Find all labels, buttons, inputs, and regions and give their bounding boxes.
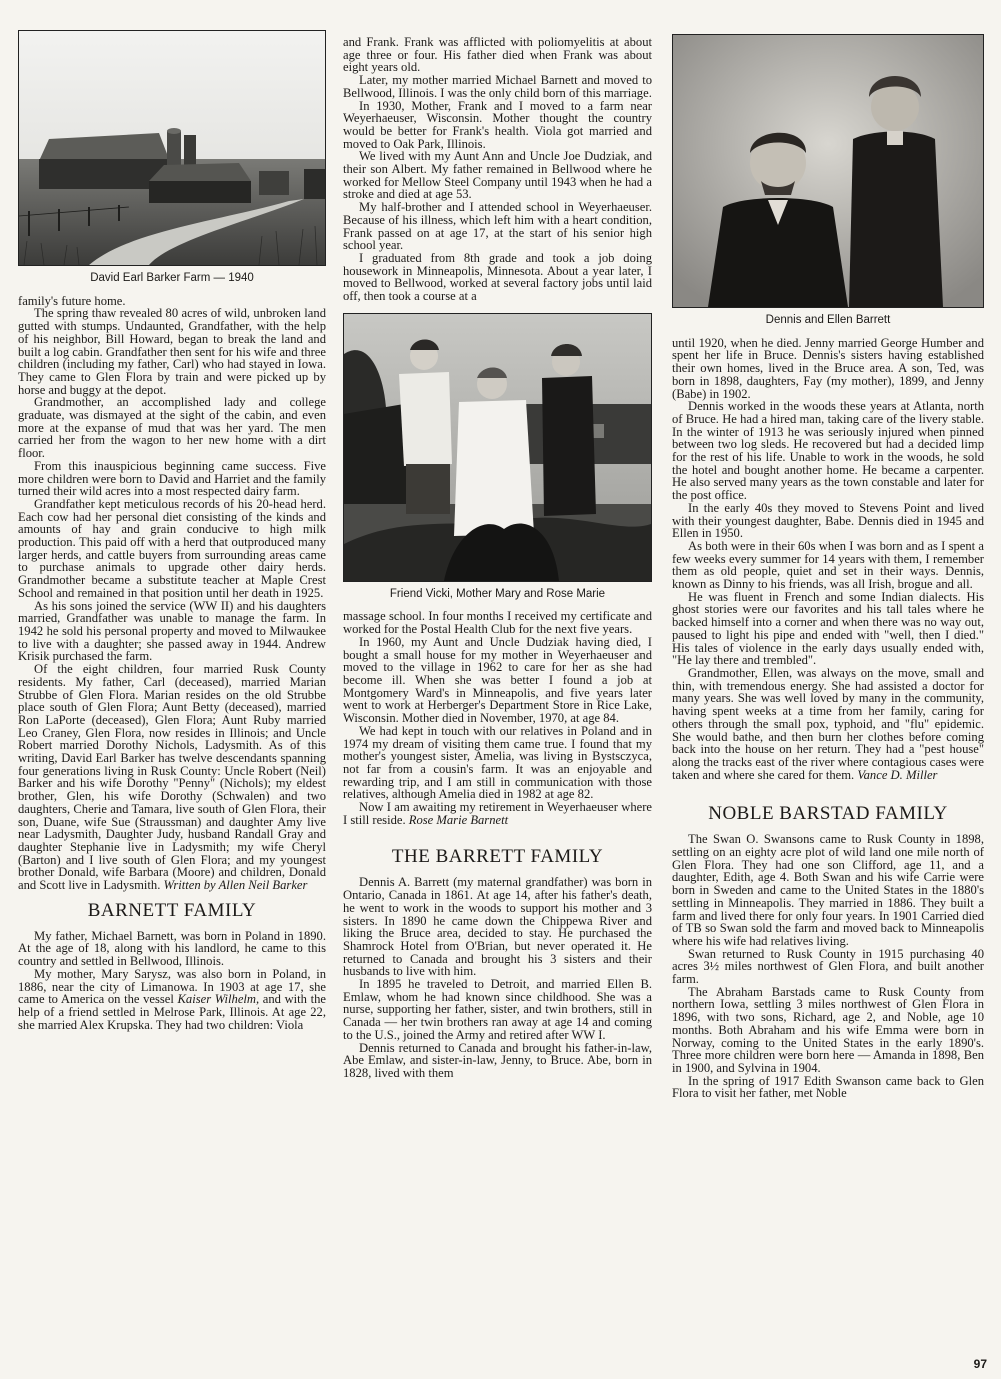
byline: Vance D. Miller [857, 767, 938, 782]
section-heading-barrett: THE BARRETT FAMILY [391, 846, 604, 868]
paragraph [672, 667, 984, 781]
paragraph-text: Of the eight children, four married Rusk County residents. My father, Carl (deceased), married Marian Strubbe of Glen Flora. Marian resides on the old Strubbe place south of Glen Flora; Aunt Betty (deceased), married Ron LaPorte (deceased), Glen Flora; Aunt Ruby married Leo Craney, Glen Flora, now resides in Illinois; and Uncle Robert married Dorothy Nichols, Ladysmith. As of this writing, David Earl Barker has twelve descendants spanning four generations living in Rusk County: Uncle Robert (Neil) Barker and his wife Dorothy "Penny" (Nichols); my eldest brother, Glen, his wife Dorothy (Schwalen) and two daughters, Cherie and Tamara, live south of Glen Flora, their son, Duane, wife Sue (Straussman) and daughter Amy live near Ladysmith, Daughter Judy, husband Randall Gray and daughter Stephanie live in Ladysmith; my wife Cheryl (Barton) and I live south of Glen Flora; and my youngest brother Donald, wife Barbara (Moore) and children, Donald and Scott live in Ladysmith. [18, 662, 326, 893]
friends-photo [343, 313, 652, 582]
paragraph: Grandfather kept meticulous records of his 20-head herd. Each cow had her personal diet consisting of the kinds and amounts of hay and grain conducive to high milk production. This paid off with a herd that outproduced many larger herds, and cattle buyers from surrounding areas came to purchase animals to upgrade other dairy herds. Grandmother became a substitute teacher at Maple Crest School and remained in that position until her death in 1925. [18, 496, 326, 600]
paragraph: In 1930, Mother, Frank and I moved to a farm near Weyerhaeuser, Wisconsin. Mother thought the country would be better for Frank's health. Viola got married and moved to Oak Park, Illinois. [343, 98, 652, 151]
paragraph: until 1920, when he died. Jenny married George Humber and spent her life in Bruce. Dennis's sisters having established their own homes, lived in the Bruce area. A son, Ted, was born in 1898, daughters, Fay (my mother), 1899, and Jenny (Babe) in 1902. [672, 335, 984, 401]
paragraph: As both were in their 60s when I was born and as I spent a few weeks every summer for 14 years with them, I remember them as old people, quiet and set in their ways. Dennis, known as Dinny to his friends, was all Irish, brogue and all. [672, 538, 984, 592]
paragraph: In the early 40s they moved to Stevens Point and lived with their youngest daughter, Babe. Dennis died in 1945 and Ellen in 1950. [672, 500, 984, 541]
column-2 [343, 36, 652, 1080]
paragraph: In 1895 he traveled to Detroit, and married Ellen B. Emlaw, whom he had known since childhood. She was a nurse, supporting her father, sister, and twin brothers, still in Canada — her twin brothers ran away at age 14 and coming to the U.S., joined the Army and retired after WW I. [343, 977, 652, 1042]
paragraph: We had kept in touch with our relatives in Poland and in 1974 my dream of visiting them came true. I found that my mother's youngest sister, Amelia, was living in Bystsczyca, not far from a cousin's farm. It was an enjoyable and rewarding trip, and I am still in communication with those relatives, although Amelia died in 1982 at age 82. [343, 723, 652, 802]
paragraph: He was fluent in French and some Indian dialects. His ghost stories were our favorites and his tall tales where he backed himself into a corner and when there was no way out, paused to light his pipe and ended with "well, then I died." His tales of violence in the early days usually ended with, "He lay there and trembled". [672, 589, 984, 668]
paragraph: My father, Michael Barnett, was born in Poland in 1890. At the age of 18, along with his landlord, he came to this country and settled in Bellwood, Illinois. [18, 928, 326, 969]
paragraph-text: Now I am awaiting my retirement in Weyerhaeuser where I still reside. [343, 800, 652, 827]
paragraph-text: and with the help of a friend settled in Melrose Park, Illinois. At age 22, she married Alex Krupska. They had two children: Viola [18, 992, 326, 1032]
paragraph-text: My mother, Mary Sarysz, was also born in Poland, in 1886, near the city of Limanowa. In 1903 at age 17, she came to America on the vessel [18, 966, 326, 1007]
paragraph [343, 801, 652, 826]
paragraph: In 1960, my Aunt and Uncle Dudziak having died, I bought a small house for my mother in Weyerhaeuser and moved to the village in 1962 to care for her as she had become ill. When she was better I found a job at Montgomery Ward's in Minneapolis, and five years later went to work at Herberger's Department Store in Rice Lake, Wisconsin. Mother died in November, 1970, at age 84. [343, 634, 652, 726]
paragraph: family's future home. [18, 293, 126, 308]
paragraph: My half-brother and I attended school in Weyerhaeuser. Because of his illness, which left him with a heart condition, Frank passed on at age 17, at the start of his senior high school year. [343, 200, 652, 253]
section-heading-barnett: BARNETT FAMILY [87, 899, 257, 921]
farm-photo [18, 30, 326, 266]
ship-name: Kaiser Wilhelm, [177, 992, 260, 1007]
paragraph: Swan returned to Rusk County in 1915 purchasing 40 acres 3½ miles northwest of Glen Flora, and built another farm. [672, 946, 984, 987]
paragraph: Dennis returned to Canada and brought his father-in-law, Abe Emlaw, and sister-in-law, Jenny, to Bruce. Abe, born in 1828, lived with them [343, 1040, 652, 1080]
paragraph: and Frank. Frank was afflicted with poliomyelitis at about age three or four. His father died when Frank was about eight years old. [343, 35, 652, 75]
section-heading-barstad: NOBLE BARSTAD FAMILY [708, 803, 948, 825]
paragraph: I graduated from 8th grade and took a job doing housework in Minneapolis, Minnesota. About a year later, I moved to Bellwood, worked at several factory jobs until laid off, then took a course at a [343, 250, 652, 304]
paragraph: In the spring of 1917 Edith Swanson came back to Glen Flora to visit her father, met Noble [672, 1073, 984, 1101]
column-1 [18, 30, 326, 1031]
page-number: 97 [973, 1357, 987, 1371]
farm-photo-caption: David Earl Barker Farm — 1940 [90, 272, 254, 284]
paragraph: We lived with my Aunt Ann and Uncle Joe Dudziak, and their son Albert. My father remained in Bellwood where he worked for Mellow Steel Company until 1943 when he had a stroke and died at age 53. [343, 149, 652, 202]
paragraph: Dennis worked in the woods these years at Atlanta, north of Bruce. He had a hired man, taking care of the livery stable. In the winter of 1913 he was seriously injured when pinned between two log sleds. He recovered but had a decided limp for the rest of his life. Unable to work in the woods, he sold the hotel and bought another home. He became a carpenter. He also served many years as the town constable and later for the post office. [672, 399, 984, 503]
paragraph: Later, my mother married Michael Barnett and moved to Bellwood, Illinois. I was the only child born of this marriage. [343, 73, 652, 100]
friends-photo-caption: Friend Vicki, Mother Mary and Rose Marie [389, 587, 606, 600]
barretts-photo-image [673, 35, 983, 307]
paragraph: Dennis A. Barrett (my maternal grandfather) was born in Ontario, Canada in 1861. At age 14, after his father's death, he went to work in the woods to support his mother and 3 sisters. In 1890 he came down the Chippewa River and liking the Bruce area, decided to stay. He purchased the Shamrock Hotel from O'Brian, but never operated it. He returned to Canada and brought his 3 sisters and their husbands to live with him. [343, 875, 652, 979]
byline: Written by Allen Neil Barker [163, 878, 308, 893]
paragraph: The Abraham Barstads came to Rusk County from northern Iowa, settling 3 miles northwest of Glen Flora in 1896, with two sons, Richard, age 2, and Noble, age 10 months. Both Abraham and his wife Emma were born in Norway, coming to the United States in the early 1890's. Three more children were born here — Amanda in 1898, Ben in 1900, and Sylvina in 1904. [672, 984, 984, 1075]
paragraph: The spring thaw revealed 80 acres of wild, unbroken land gutted with stumps. Undaunted, Grandfather, with the help of his neighbor, Bill Howard, began to break the land and built a log cabin. Grandfather then sent for his wife and three children (including my father, Carl) who had stayed in Iowa. They came to Glen Flora by train and were picked up by horse and buggy at the depot. [18, 306, 326, 397]
paragraph: As his sons joined the service (WW II) and his daughters married, Grandfather was unable to manage the farm. In 1942 he sold his personal property and moved to Milwaukee to live with a daughter; she passed away in 1944. Andrew Krisik purchased the farm. [18, 598, 326, 664]
friends-photo-image [344, 314, 651, 581]
paragraph-text: Grandmother, Ellen, was always on the move, small and thin, with tremendous energy. She had assisted a doctor for many years. She was well loved by many in the community, having spent weeks at a time from her family, caring for others through the small pox, typhoid, and "flu" epidemic. She would bathe, and then burn her clothes before coming back into the house on her return. They had a "pest house" along the tracks east of the river where contagious cases were taken and where she cared for them. [672, 665, 984, 782]
farm-photo-image [19, 31, 325, 265]
paragraph: The Swan O. Swansons came to Rusk County in 1898, settling on an eighty acre plot of wild land one mile north of Glen Flora. They had one son Clifford, age 11, and a daughter, Edith, age 4. Both Swan and his wife Carrie were born in Sweden and came to the United States in the 1880's settling in Minneapolis. They married in 1886. They built a farm and lived there for only four years. In 1901 Carried died of TB so Swan sold the farm and moved back to Minneapolis where his wife had relatives living. [672, 832, 984, 948]
paragraph: Grandmother, an accomplished lady and college graduate, was dismayed at the sight of the cabin, and even more at the expanse of mud that was her yard. The men carried her from the wagon to her new home with a dirt floor. [18, 395, 326, 461]
paragraph [18, 968, 326, 1032]
column-3 [672, 34, 984, 1100]
byline: Rose Marie Barnett [408, 812, 509, 827]
paragraph: massage school. In four months I received my certificate and worked for the Postal Health Club for the next five years. [343, 609, 652, 637]
barretts-photo-caption: Dennis and Ellen Barrett [765, 314, 891, 326]
paragraph: From this inauspicious beginning came success. Five more children were born to David and Harriet and the family turned their wild acres into a most respected dairy farm. [18, 458, 326, 499]
barretts-photo [672, 34, 984, 308]
paragraph [18, 663, 326, 892]
